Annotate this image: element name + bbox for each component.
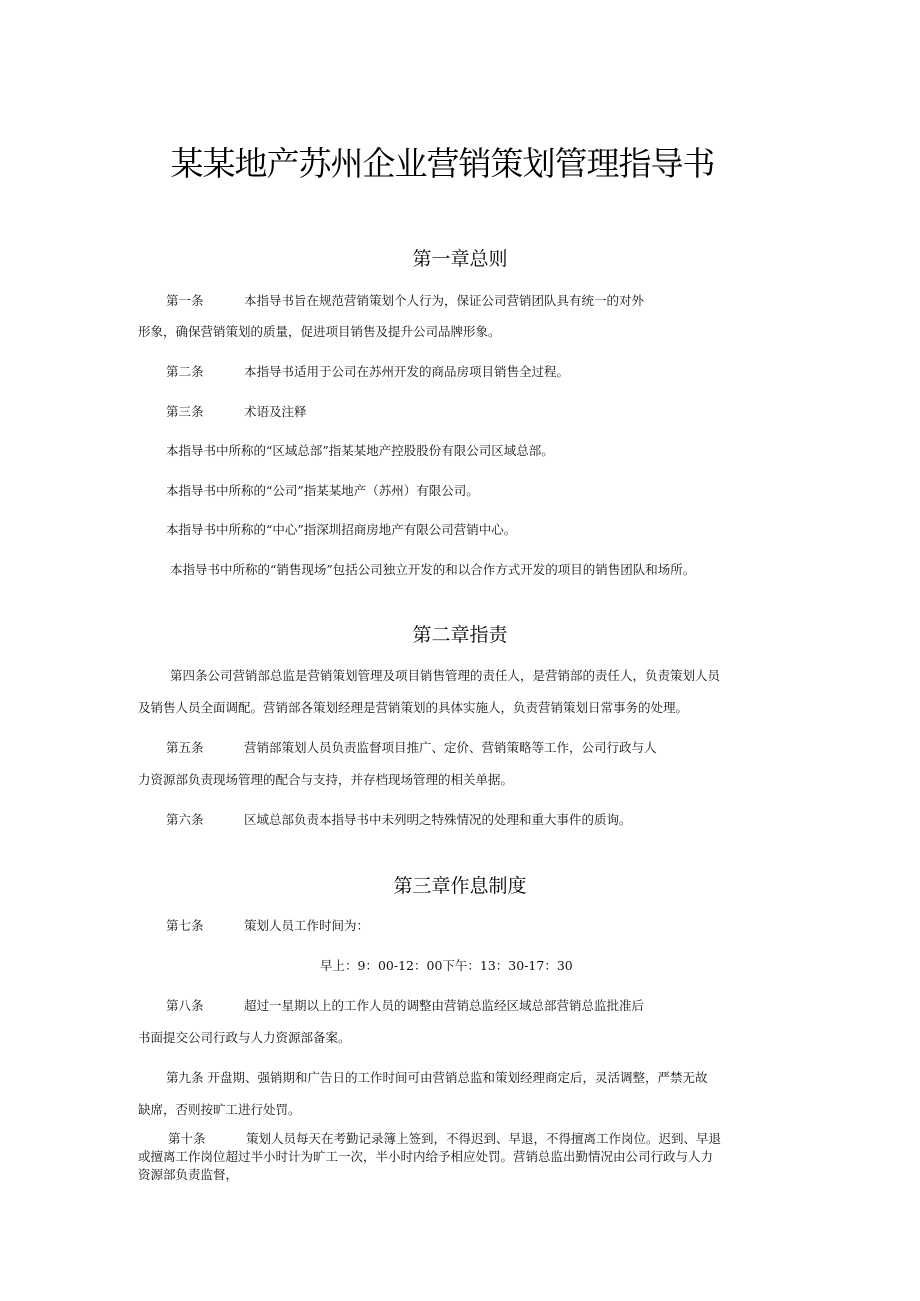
article-8 <box>166 998 644 1014</box>
article-number: 第七条 <box>166 918 204 933</box>
article-number: 第六条 <box>166 812 204 827</box>
article-text: 营销部策划人员负责监督项目推广、定价、营销策略等工作，公司行政与人 <box>244 740 657 755</box>
article-10-continued: 资源部负责监督， <box>138 1167 239 1182</box>
article-text: 超过一星期以上的工作人员的调整由营销总监经区域总部营销总监批准后 <box>244 998 645 1013</box>
definition-center: 本指导书中所称的“中心”指深圳招商房地产有限公司营销中心。 <box>166 522 517 537</box>
article-10 <box>168 1130 721 1147</box>
article-number: 第二条 <box>166 364 204 379</box>
article-4: 第四条公司营销部总监是营销策划管理及项目销售管理的责任人，是营销部的责任人，负责策划人员 <box>170 668 721 683</box>
article-5 <box>166 740 657 756</box>
article-2 <box>166 364 569 380</box>
article-4-continued: 及销售人员全面调配。营销部各策划经理是营销策划的具体实施人，负责营销策划日常事务的处理。 <box>138 700 689 715</box>
article-number: 第一条 <box>166 293 204 308</box>
article-text: 本指导书旨在规范营销策划个人行为，保证公司营销团队具有统一的对外 <box>244 293 645 308</box>
article-9-continued: 缺席，否则按旷工进行处罚。 <box>138 1102 301 1117</box>
definition-company: 本指导书中所称的“公司”指某某地产（苏州）有限公司。 <box>166 483 479 498</box>
article-text: 策划人员工作时间为： <box>244 918 370 933</box>
article-1-continued: 形象，确保营销策划的质量，促进项目销售及提升公司品牌形象。 <box>138 324 501 339</box>
article-number: 第八条 <box>166 998 204 1013</box>
article-text: 本指导书适用于公司在苏州开发的商品房项目销售全过程。 <box>244 364 570 379</box>
chapter-1-heading: 第一章总则 <box>412 248 508 270</box>
document-title: 某某地产苏州企业营销策划管理指导书 <box>170 144 715 183</box>
article-6 <box>166 812 632 828</box>
article-text: 策划人员每天在考勤记录簿上签到，不得迟到、早退，不得擅离工作岗位。迟到、早退 <box>246 1131 722 1146</box>
article-9: 第九条 开盘期、强销期和广告日的工作时间可由营销总监和策划经理商定后，灵活调整，严禁无故 <box>166 1070 708 1085</box>
article-8-continued: 书面提交公司行政与人力资源部备案。 <box>138 1030 351 1045</box>
chapter-3-heading: 第三章作息制度 <box>393 875 527 897</box>
definition-region-hq: 本指导书中所称的“区域总部”指某某地产控股股份有限公司区域总部。 <box>166 443 554 458</box>
article-10-continued: 或擅离工作岗位超过半小时计为旷工一次，半小时内给予相应处罚。营销总监出勤情况由公司行政与人力 <box>138 1149 714 1164</box>
article-text: 术语及注释 <box>244 404 307 419</box>
article-5-continued: 力资源部负责现场管理的配合与支持，并存档现场管理的相关单据。 <box>138 772 514 787</box>
article-7 <box>166 918 369 934</box>
definition-sales-site: 本指导书中所称的“销售现场”包括公司独立开发的和以合作方式开发的项目的销售团队和场所。 <box>170 562 696 577</box>
article-3 <box>166 404 307 420</box>
chapter-2-heading: 第二章指责 <box>412 624 508 646</box>
article-number: 第三条 <box>166 404 204 419</box>
article-number: 第五条 <box>166 740 204 755</box>
working-hours: 早上：9：00-12：00下午：13：30-17：30 <box>320 958 573 973</box>
article-text: 区域总部负责本指导书中未列明之特殊情况的处理和重大事件的质询。 <box>244 812 632 827</box>
article-number: 第十条 <box>168 1131 206 1146</box>
article-1 <box>166 293 644 309</box>
